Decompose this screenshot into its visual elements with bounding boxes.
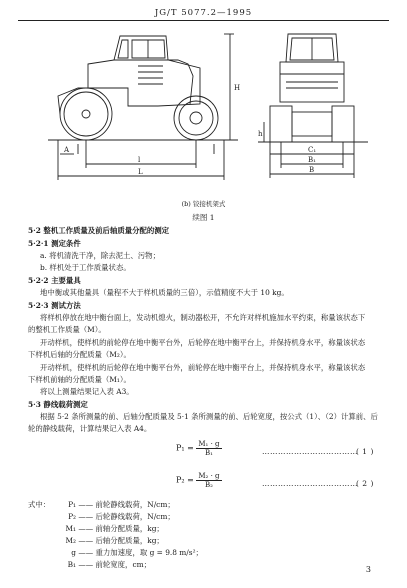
side-view-drawing <box>48 34 241 180</box>
legend-description: —— 后轮静线载荷，N/cm； <box>78 512 175 521</box>
figure-caption-b: (b) 铰接机架式 <box>181 200 226 208</box>
legend-description: —— 前轴分配质量，kg； <box>78 524 164 533</box>
legend-symbol: B₁ <box>67 560 76 569</box>
equation-2-lhs: P₂ = <box>176 475 194 485</box>
page-number: 3 <box>365 565 371 574</box>
section-5-2-title: 5·2 整机工作质量及前后轴质量分配的测定 <box>28 226 170 235</box>
equation-2-dots: ……………………………… <box>262 479 358 488</box>
equation-1-fraction <box>196 440 221 457</box>
legend-symbol: P₂ <box>68 512 76 521</box>
section-5-2-1-item-b: b. 样机处于工作质量状态。 <box>40 263 131 272</box>
legend-symbol: P₁ <box>68 500 76 509</box>
roller-figure <box>18 26 389 206</box>
legend-description: —— 重力加速度，取 g = 9.8 m/s²； <box>78 548 203 557</box>
equation-2-number: ( 2 ) <box>356 479 374 488</box>
section-5-3-line-2: 轮的静线载荷，计算结果记入表 A4。 <box>28 424 152 433</box>
legend-row <box>54 524 164 534</box>
dim-label-b1: B₁ <box>308 156 316 164</box>
legend-row <box>54 512 175 522</box>
dim-label-l-small: l <box>138 156 141 164</box>
section-5-2-2-body: 地中衡或其他量具（量程不大于样机质量的三倍），示值精度不大于 10 kg。 <box>40 288 289 297</box>
paragraph-1-line-1: 将样机停放在地中衡台面上，发动机熄火，制动器松开，不允许对样机施加水平约束，称量该状态下 <box>40 313 366 322</box>
legend-row <box>54 500 175 510</box>
equation-1 <box>176 440 222 457</box>
paragraph-3-line-1: 开动样机，使样机的后轮停在地中衡平台外，前轮停在地中衡平台上，并保持机身水平，称量该状态 <box>40 363 366 372</box>
equation-1-denominator: B₁ <box>204 449 213 457</box>
legend-intro: 式中： <box>28 500 51 509</box>
legend-row <box>54 560 151 570</box>
dim-label-c1: C₁ <box>308 146 317 154</box>
equation-2-numerator: M₂ · g <box>198 472 220 480</box>
legend-symbol: M₁ <box>65 524 76 533</box>
figure-continued-label: 续图 1 <box>192 213 215 222</box>
section-5-2-2-title: 5·2·2 主要量具 <box>28 276 81 285</box>
equation-1-number: ( 1 ) <box>356 447 374 456</box>
section-5-3-line-1: 根据 5·2 条所测量的前、后轴分配质量及 5·1 条所测量的前、后轮宽度，按公式（1）、（2）计算前、后 <box>40 412 378 421</box>
equation-2-fraction <box>196 472 221 489</box>
equation-2-denominator: B₂ <box>204 481 213 489</box>
legend-symbol: M₂ <box>65 536 76 545</box>
legend-symbol: g <box>71 548 76 557</box>
equation-2 <box>176 472 222 489</box>
legend-row <box>54 536 164 546</box>
paragraph-2-line-1: 开动样机，使样机的前轮停在地中衡平台外，后轮停在地中衡平台上，并保持机身水平，称量该状态 <box>40 338 366 347</box>
section-5-2-3-title: 5·2·3 测试方法 <box>28 301 81 310</box>
equation-1-numerator: M₁ · g <box>198 440 220 448</box>
dim-label-h-side: H <box>234 84 241 92</box>
dim-label-h-front: h <box>258 130 263 138</box>
legend-description: —— 前轮宽度，cm； <box>78 560 151 569</box>
section-5-3-title: 5·3 静线载荷测定 <box>28 400 88 409</box>
paragraph-2-line-2: 下样机后轴的分配质量（M₂）。 <box>28 350 131 359</box>
paragraph-4: 将以上测量结果记入表 A3。 <box>40 387 134 396</box>
paragraph-3-line-2: 下样机前轴的分配质量（M₁）。 <box>28 375 131 384</box>
legend-description: —— 前轮静线载荷，N/cm； <box>78 500 175 509</box>
equation-1-lhs: P₁ = <box>176 443 194 453</box>
dim-label-l-total: L <box>138 168 143 176</box>
header-rule <box>18 20 389 21</box>
dim-label-a: A <box>64 146 70 154</box>
section-5-2-1-item-a: a. 将机清洗干净，除去泥土、污物； <box>40 251 160 260</box>
paragraph-1-line-2: 的整机工作质量（M）。 <box>28 325 106 334</box>
legend-row <box>54 548 203 558</box>
section-5-2-1-title: 5·2·1 测定条件 <box>28 239 81 248</box>
legend-description: —— 后轴分配质量，kg； <box>78 536 164 545</box>
document-header-code: JG/T 5077.2—1995 <box>154 8 253 18</box>
dim-label-b: B <box>309 166 315 174</box>
equation-1-dots: ……………………………… <box>262 447 358 456</box>
